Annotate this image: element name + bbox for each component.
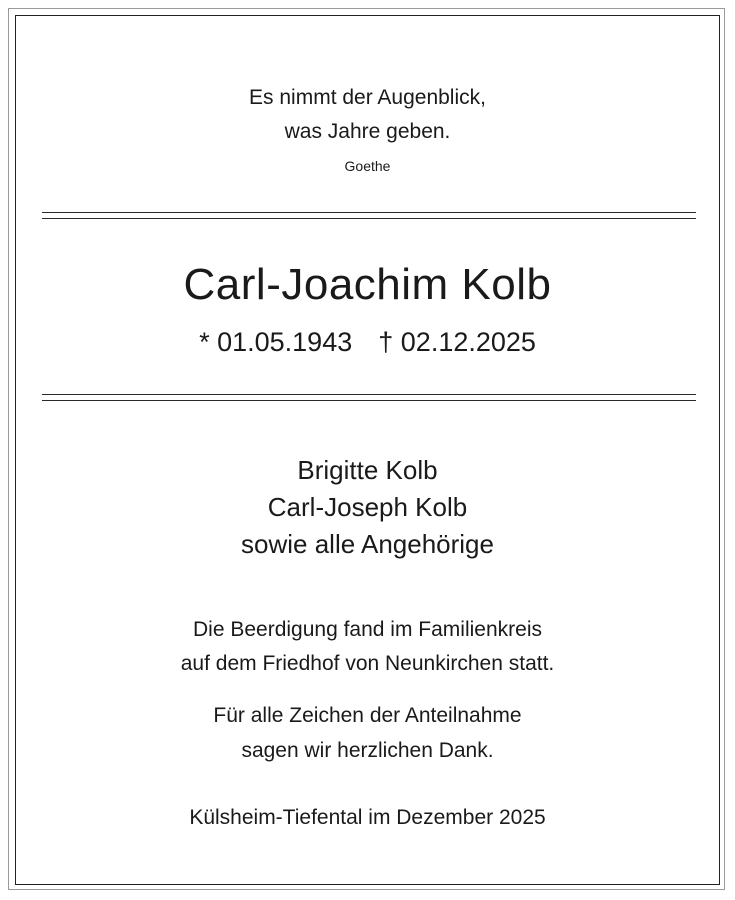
mourner-3: sowie alle Angehörige: [241, 529, 494, 559]
divider-top: [42, 212, 696, 219]
divider-bottom: [42, 394, 696, 401]
mourner-1: Brigitte Kolb: [297, 455, 438, 485]
deceased-name: Carl-Joachim Kolb: [183, 260, 552, 309]
thanks-line-2: sagen wir herzlichen Dank.: [241, 739, 494, 762]
death-symbol: †: [378, 327, 394, 357]
thanks-line-1: Für alle Zeichen der Anteilnahme: [213, 704, 522, 727]
funeral-note-line-2: auf dem Friedhof von Neunkirchen statt.: [180, 652, 555, 675]
funeral-note-line-1: Die Beerdigung fand im Familienkreis: [193, 618, 542, 641]
life-dates: [199, 327, 536, 358]
place-and-date: Külsheim-Tiefental im Dezember 2025: [189, 806, 546, 829]
quote-author: Goethe: [344, 158, 391, 174]
mourner-2: Carl-Joseph Kolb: [267, 492, 468, 522]
death-date: 02.12.2025: [400, 327, 536, 357]
quote-line-1: Es nimmt der Augenblick,: [249, 86, 486, 109]
quote-line-2: was Jahre geben.: [284, 120, 451, 143]
birth-symbol: *: [199, 327, 210, 357]
birth-date: 01.05.1943: [217, 327, 353, 357]
